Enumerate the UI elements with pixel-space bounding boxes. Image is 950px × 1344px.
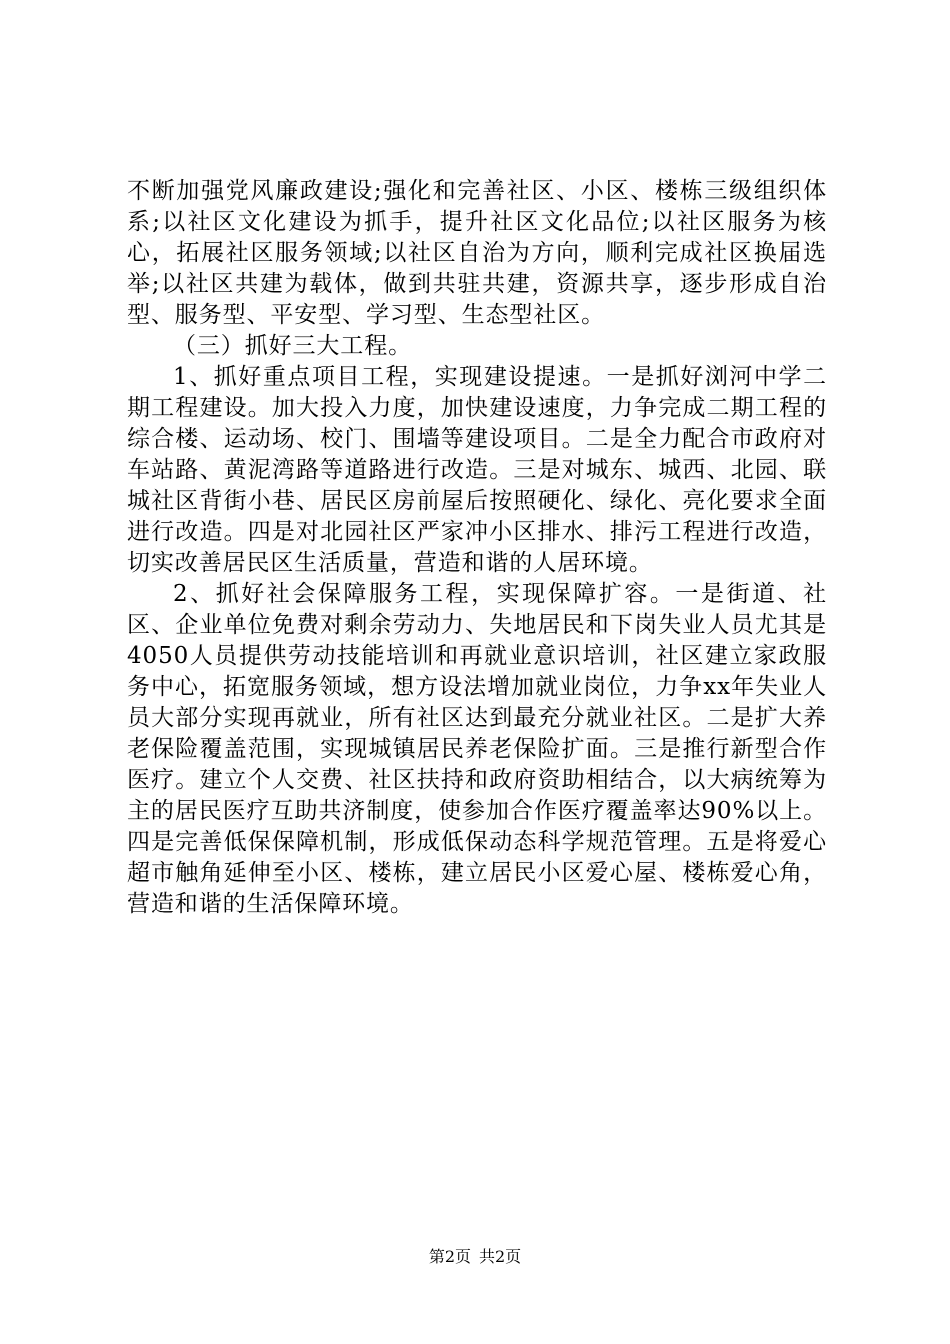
paragraph-social-security: 2、抓好社会保障服务工程，实现保障扩容。一是街道、社区、企业单位免费对剩余劳动力、失地居民和下岗失业人员尤其是4050人员提供劳动技能培训和再就业意识培训，社区建立家政服务中心，拓宽服务领域，想方设法增加就业岗位，力争xx年失业人员大部分实现再就业，所有社区达到最充分就业社区。二是扩大养老保险覆盖范围，实现城镇居民养老保险扩面。三是推行新型合作医疗。建立个人交费、社区扶持和政府资助相结合，以大病统筹为主的居民医疗互助共济制度，使参加合作医疗覆盖率达90%以上。四是完善低保保障机制，形成低保动态科学规范管理。五是将爱心超市触角延伸至小区、楼栋，建立居民小区爱心屋、楼栋爱心角，营造和谐的生活保障环境。: [127, 581, 827, 917]
paragraph-continuation: 不断加强党风廉政建设;强化和完善社区、小区、楼栋三级组织体系;以社区文化建设为抓手，提升社区文化品位;以社区服务为核心，拓展社区服务领域;以社区自治为方向，顺利完成社区换届选举;以社区共建为载体，做到共驻共建，资源共享，逐步形成自治型、服务型、平安型、学习型、生态型社区。: [127, 178, 827, 328]
paragraph-key-projects: 1、抓好重点项目工程，实现建设提速。一是抓好浏河中学二期工程建设。加大投入力度，加快建设速度，力争完成二期工程的综合楼、运动场、校门、围墙等建设项目。二是全力配合市政府对车站路、黄泥湾路等道路进行改造。三是对城东、城西、北园、联城社区背街小巷、居民区房前屋后按照硬化、绿化、亮化要求全面进行改造。四是对北园社区严家冲小区排水、排污工程进行改造，切实改善居民区生活质量，营造和谐的人居环境。: [127, 364, 827, 576]
document-body: [127, 176, 827, 920]
page-number-current: 第2页: [428, 1247, 471, 1266]
section-heading: （三）抓好三大工程。: [173, 333, 412, 359]
page-footer: [0, 1247, 950, 1267]
page-number-total: 共2页: [479, 1247, 522, 1266]
